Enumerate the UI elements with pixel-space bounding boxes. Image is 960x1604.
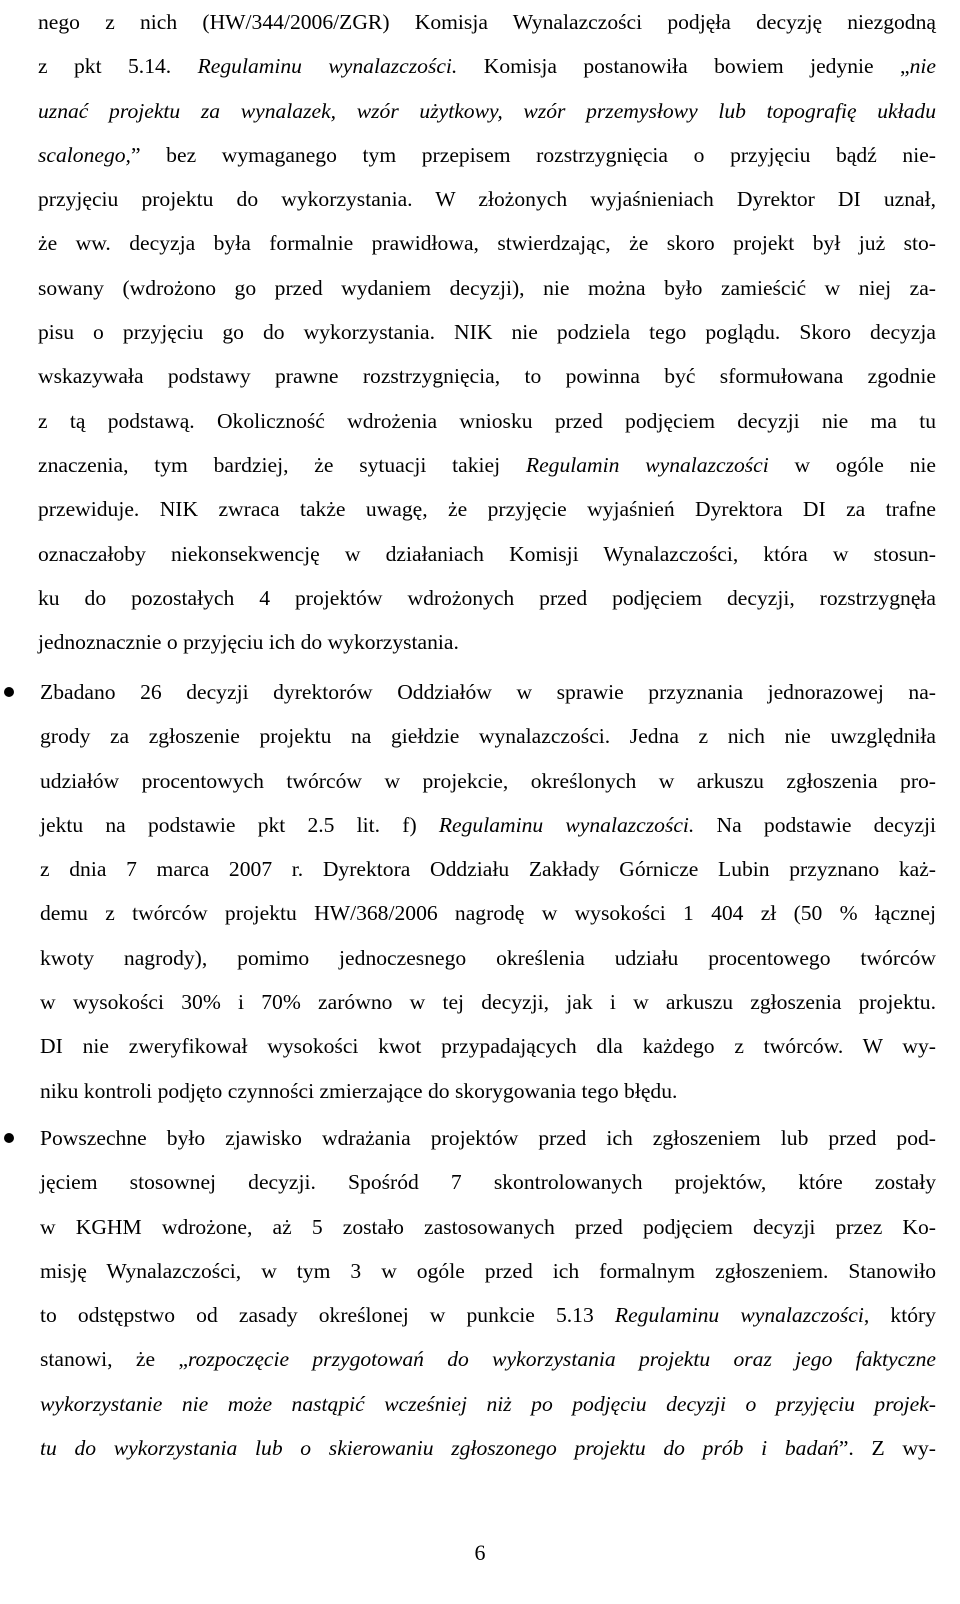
- italic-run: Regulaminu wynalazczości.: [438, 812, 695, 837]
- text-run: w KGHM wdrożone, aż 5 zostało zastosowanych przed podjęciem decyzji przez Ko-: [40, 1214, 936, 1239]
- text-line: [40, 1337, 936, 1381]
- text-line: [38, 399, 936, 443]
- text-run: udziałów procentowych twórców w projekcie, określonych w arkuszu zgłoszenia pro-: [40, 768, 936, 793]
- text-run: Powszechne było zjawisko wdrażania projektów przed ich zgłoszeniem lub przed pod-: [40, 1126, 936, 1150]
- italic-run: nie: [909, 54, 937, 79]
- text-run: Na podstawie decyzji: [694, 812, 936, 837]
- text-run: przewiduje. NIK zwraca także uwagę, że przyjęcie wyjaśnień Dyrektora DI za trafne: [38, 497, 936, 522]
- text-line: [40, 1293, 936, 1337]
- text-line: [38, 443, 936, 487]
- text-line: [38, 177, 936, 221]
- text-run: niku kontroli podjęto czynności zmierzające do skorygowania tego błędu.: [40, 1078, 678, 1103]
- text-run: ” bez wymaganego tym przepisem rozstrzygnięcia o przyjęciu bądź nie-: [130, 142, 936, 167]
- text-run: ku do pozostałych 4 projektów wdrożonych przed podjęciem decyzji, rozstrzygnęła: [38, 585, 936, 610]
- bullet-marker: [4, 687, 14, 697]
- text-line: [38, 620, 936, 664]
- bullet-paragraph-decisions: [40, 670, 936, 1113]
- text-run: przyjęciu projektu do wykorzystania. W złożonych wyjaśnieniach Dyrektor DI uznał,: [38, 187, 936, 212]
- text-run: oznaczałoby niekonsekwencję w działaniach Komisji Wynalazczości, która w stosun-: [38, 541, 936, 566]
- bullet-marker: [4, 1133, 14, 1143]
- text-run: w ogóle nie: [768, 452, 936, 477]
- italic-run: scalonego,: [38, 142, 131, 167]
- text-line: [40, 936, 936, 980]
- text-line: [38, 0, 936, 44]
- text-line: [40, 891, 936, 935]
- text-run: wskazywała podstawy prawne rozstrzygnięcia, to powinna być sformułowana zgodnie: [38, 364, 936, 389]
- text-line: [38, 266, 936, 310]
- italic-run: Regulamin wynalazczości: [525, 452, 769, 477]
- text-line: [38, 133, 936, 177]
- text-line: [40, 670, 936, 714]
- text-run: z pkt 5.14.: [38, 54, 198, 79]
- text-line: [40, 1249, 936, 1293]
- italic-run: Regulaminu wynalazczości.: [197, 54, 458, 79]
- text-run: misję Wynalazczości, w tym 3 w ogóle przed ich formalnym zgłoszeniem. Stanowiło: [40, 1258, 936, 1283]
- text-line: [40, 980, 936, 1024]
- text-line: [40, 1205, 936, 1249]
- text-line: [40, 1116, 936, 1160]
- italic-run: uznać projektu za wynalazek, wzór użytkowy, wzór przemysłowy lub topografię układu: [38, 98, 936, 123]
- text-line: [40, 847, 936, 891]
- text-run: nego z nich (HW/344/2006/ZGR) Komisja Wynalazczości podjęła decyzję niezgodną: [38, 10, 936, 34]
- page-number: 6: [474, 1540, 486, 1565]
- text-run: jęciem stosownej decyzji. Spośród 7 skontrolowanych projektów, które zostały: [40, 1170, 936, 1195]
- text-run: znaczenia, tym bardziej, że sytuacji takiej: [38, 452, 526, 477]
- italic-run: wykorzystanie nie może nastąpić wcześniej niż po podjęciu decyzji o przyjęciu projek-: [40, 1391, 936, 1416]
- italic-run: Regulaminu wynalazczości: [614, 1303, 864, 1328]
- text-run: kwoty nagrody), pomimo jednoczesnego określenia udziału procentowego twórców: [40, 945, 936, 970]
- bullet-paragraph-implementation: [40, 1116, 936, 1470]
- text-line: [38, 532, 936, 576]
- text-line: [40, 759, 936, 803]
- text-run: DI nie zweryfikował wysokości kwot przypadających dla każdego z twórców. W wy-: [40, 1034, 936, 1059]
- text-line: [38, 576, 936, 620]
- text-line: [40, 1024, 936, 1068]
- text-run: że ww. decyzja była formalnie prawidłowa, stwierdzając, że skoro projekt był już sto-: [38, 231, 936, 256]
- text-run: Komisja postanowiła bowiem jedynie „: [457, 54, 910, 79]
- text-run: Zbadano 26 decyzji dyrektorów Oddziałów w sprawie przyznania jednorazowej na-: [40, 680, 936, 704]
- text-run: pisu o przyjęciu go do wykorzystania. NIK nie podziela tego poglądu. Skoro decyzja: [38, 320, 936, 345]
- paragraph-continued: [38, 0, 936, 664]
- text-line: [38, 89, 936, 133]
- text-line: [40, 714, 936, 758]
- text-line: [40, 1069, 936, 1113]
- text-line: [38, 310, 936, 354]
- text-line: [38, 44, 936, 88]
- text-run: stanowi, że „: [40, 1347, 188, 1372]
- text-run: jektu na podstawie pkt 2.5 lit. f): [40, 812, 439, 837]
- text-run: jednoznacznie o przyjęciu ich do wykorzystania.: [38, 630, 459, 655]
- text-line: [40, 803, 936, 847]
- text-run: w wysokości 30% i 70% zarówno w tej decyzji, jak i w arkuszu zgłoszenia projektu.: [40, 990, 936, 1015]
- text-run: z tą podstawą. Okoliczność wdrożenia wniosku przed podjęciem decyzji nie ma tu: [38, 408, 936, 433]
- text-line: [38, 487, 936, 531]
- text-line: [40, 1426, 936, 1470]
- italic-run: tu do wykorzystania lub o skierowaniu zgłoszonego projektu do prób i badań: [40, 1436, 839, 1461]
- text-run: sowany (wdrożono go przed wydaniem decyzji), nie można było zamieścić w niej za-: [38, 275, 936, 300]
- text-run: grody za zgłoszenie projektu na giełdzie wynalazczości. Jedna z nich nie uwzględniła: [40, 724, 936, 749]
- text-line: [40, 1160, 936, 1204]
- text-run: ”. Z wy-: [838, 1436, 936, 1461]
- text-run: to odstępstwo od zasady określonej w punkcie 5.13: [40, 1303, 615, 1328]
- text-line: [40, 1382, 936, 1426]
- text-run: z dnia 7 marca 2007 r. Dyrektora Oddziału Zakłady Górnicze Lubin przyznano każ-: [40, 857, 936, 882]
- italic-run: rozpoczęcie przygotowań do wykorzystania projektu oraz jego faktyczne: [187, 1347, 936, 1372]
- text-line: [38, 221, 936, 265]
- text-run: , który: [863, 1303, 936, 1328]
- text-run: demu z twórców projektu HW/368/2006 nagrodę w wysokości 1 404 zł (50 % łącznej: [40, 901, 936, 926]
- text-line: [38, 354, 936, 398]
